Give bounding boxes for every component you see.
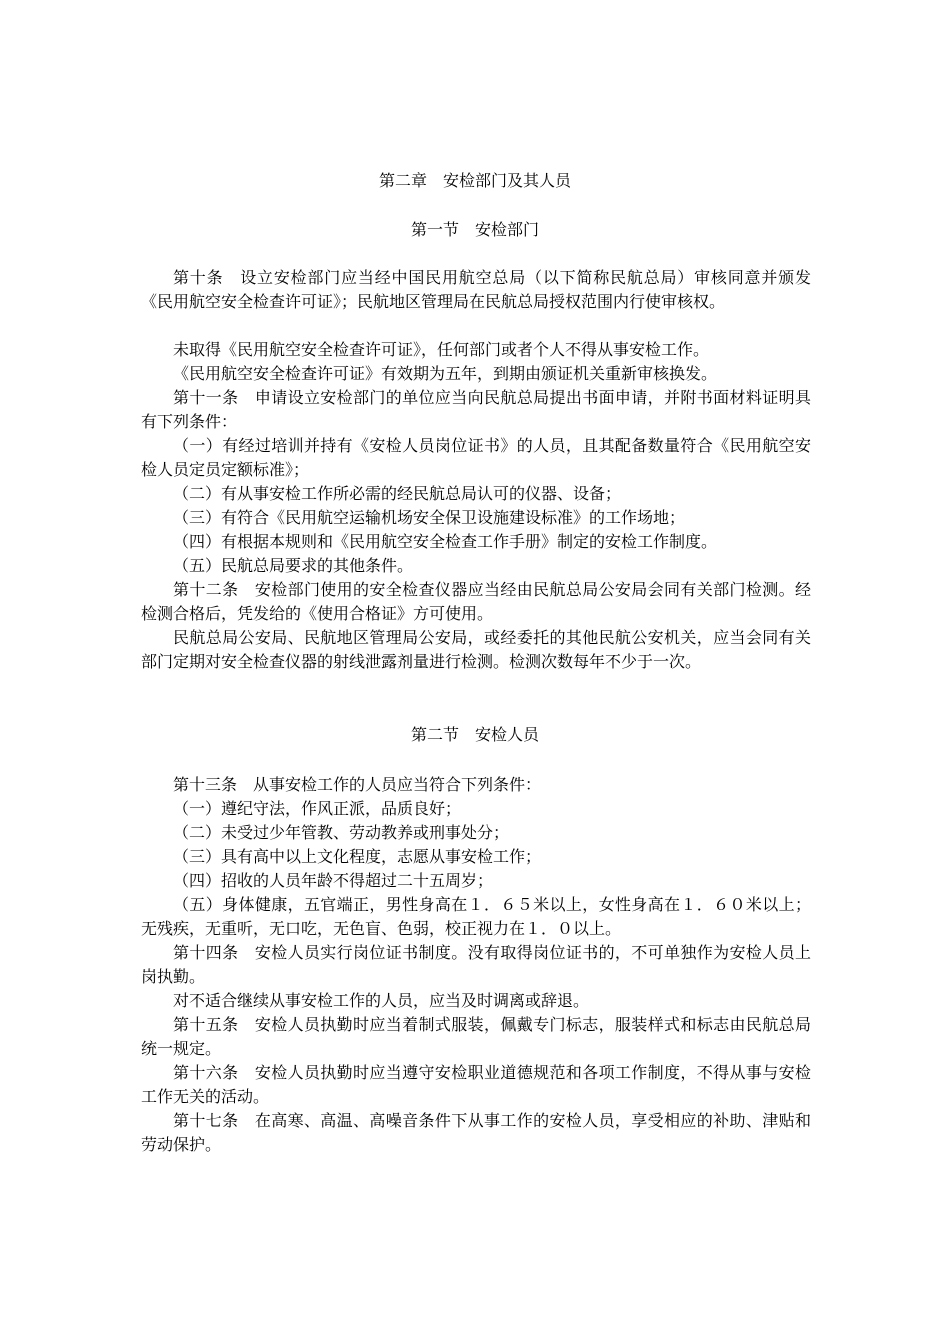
article-paragraph: 第十三条 从事安检工作的人员应当符合下列条件：: [173, 775, 542, 794]
paragraph: 民航总局公安局、民航地区管理局公安局，或经委托的其他民航公安机关，应当会同有关部门定期对安全检查仪器的射线泄露剂量进行检测。检测次数每年不少于一次。: [141, 628, 811, 671]
list-item: （二）有从事安检工作所必需的经民航总局认可的仪器、设备；: [173, 484, 622, 503]
article-paragraph: 第十四条 安检人员实行岗位证书制度。没有取得岗位证书的，不可单独作为安检人员上岗执勤。: [141, 943, 811, 986]
list-item: （四）招收的人员年龄不得超过二十五周岁；: [173, 871, 494, 890]
list-item: （二）未受过少年管教、劳动教养或刑事处分；: [173, 823, 510, 842]
article-paragraph: 第十六条 安检人员执勤时应当遵守安检职业道德规范和各项工作制度，不得从事与安检工作无关的活动。: [141, 1063, 811, 1106]
list-item: （一）遵纪守法，作风正派，品质良好；: [173, 799, 462, 818]
paragraph: 未取得《民用航空安全检查许可证》，任何部门或者个人不得从事安检工作。: [173, 340, 710, 359]
section-title: 第二节 安检人员: [410, 725, 539, 744]
list-item: （四）有根据本规则和《民用航空安全检查工作手册》制定的安检工作制度。: [173, 532, 718, 551]
article-paragraph: 第十条 设立安检部门应当经中国民用航空总局（以下简称民航总局）审核同意并颁发《民用航空安全检查许可证》；民航地区管理局在民航总局授权范围内行使审核权。: [141, 268, 811, 311]
article-paragraph: 第十一条 申请设立安检部门的单位应当向民航总局提出书面申请，并附书面材料证明具有下列条件：: [141, 388, 811, 431]
list-item: （三）具有高中以上文化程度，志愿从事安检工作；: [173, 847, 542, 866]
paragraph: 《民用航空安全检查许可证》有效期为五年，到期由颁证机关重新审核换发。: [173, 364, 718, 383]
section-title: 第一节 安检部门: [410, 220, 539, 239]
list-item: （五）身体健康，五官端正，男性身高在１．６５米以上，女性身高在１．６０米以上；无残疾，无重听，无口吃，无色盲、色弱，校正视力在１．０以上。: [141, 895, 811, 938]
list-item: （五）民航总局要求的其他条件。: [173, 556, 414, 575]
paragraph: 对不适合继续从事安检工作的人员，应当及时调离或辞退。: [173, 991, 590, 1010]
chapter-title: 第二章 安检部门及其人员: [378, 171, 571, 190]
list-item: （三）有符合《民用航空运输机场安全保卫设施建设标准》的工作场地；: [173, 508, 686, 527]
article-paragraph: 第十七条 在高寒、高温、高噪音条件下从事工作的安检人员，享受相应的补助、津贴和劳动保护。: [141, 1111, 811, 1154]
list-item: （一）有经过培训并持有《安检人员岗位证书》的人员，且其配备数量符合《民用航空安检人员定员定额标准》；: [141, 436, 811, 479]
article-paragraph: 第十二条 安检部门使用的安全检查仪器应当经由民航总局公安局会同有关部门检测。经检测合格后，凭发给的《使用合格证》方可使用。: [141, 580, 811, 623]
article-paragraph: 第十五条 安检人员执勤时应当着制式服装，佩戴专门标志，服装样式和标志由民航总局统一规定。: [141, 1015, 811, 1058]
